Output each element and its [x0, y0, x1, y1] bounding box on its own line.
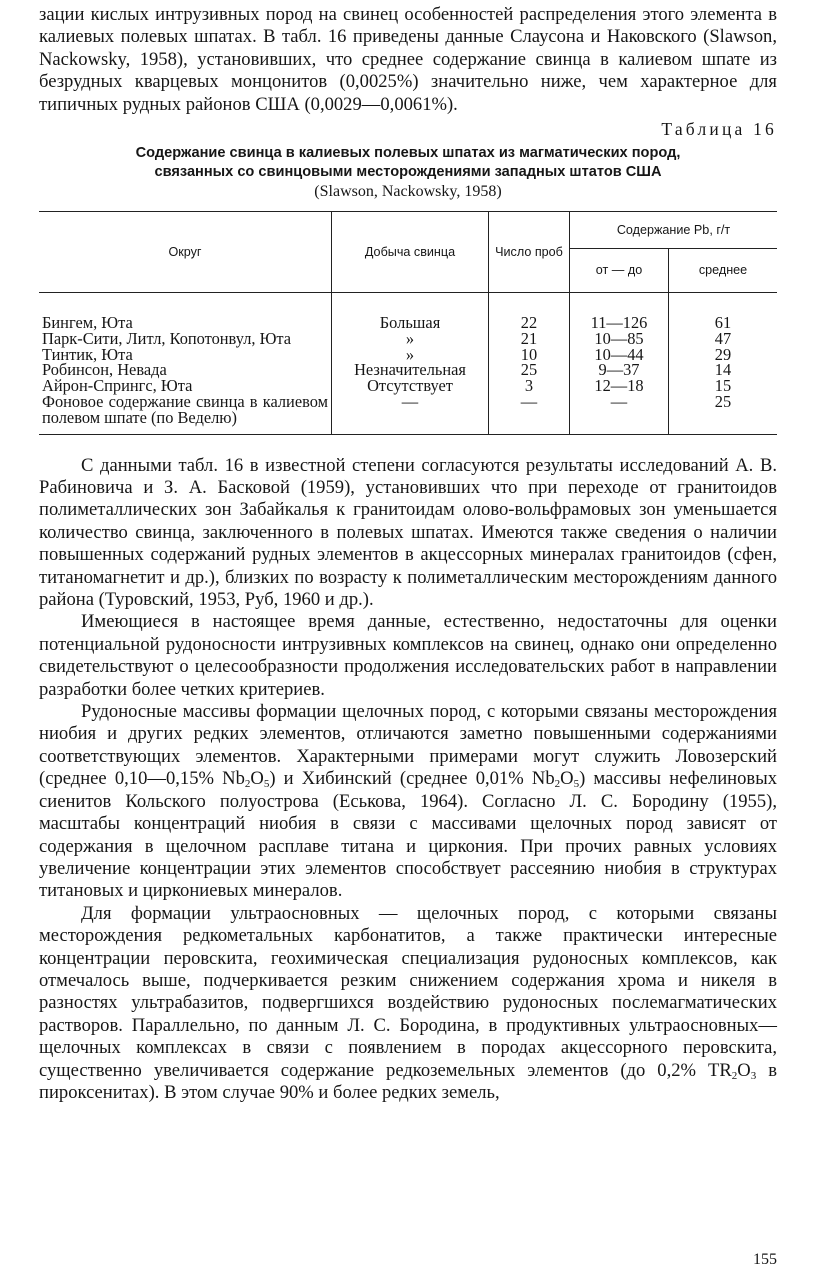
table-caption-line1: Содержание свинца в калиевых полевых шпатах из магматических пород, [135, 145, 681, 162]
text-run: ) и Хибинский (среднее 0,01% Nb [269, 768, 555, 790]
cell-range: 12—18 [570, 378, 669, 394]
text-run: O [737, 1059, 751, 1081]
text-run: Рудоносные массивы формации щелочных пород, с которыми связаны месторождения ниобия и других редких элементов, отличаются заметно повышенными содержаниями соответствующих элементов. Характерными примерами могут служить Ловозерский (среднее 0,10—0,15% Nb [39, 701, 777, 790]
table-row [39, 394, 777, 434]
header-average: среднее [669, 249, 778, 293]
page [39, 4, 777, 1104]
cell-range: 11—126 [570, 293, 669, 331]
cell-mining: » [332, 347, 489, 363]
cell-district: Робинсон, Невада [42, 360, 167, 380]
cell-mining: Отсутствует [332, 378, 489, 394]
cell-district: Тинтик, Юта [42, 344, 133, 364]
body-paragraph-ultramafic [39, 903, 777, 1105]
cell-range: — [570, 394, 669, 434]
body-paragraph: Имеющиеся в настоящее время данные, естественно, недостаточны для оценки потенциальной рудоносности интрузивных комплексов на свинец, однако они определенно свидетельствуют о целесообразности продолжения исследовательских работ в направлении разработки более четких критериев. [39, 611, 777, 700]
header-district: Округ [39, 212, 332, 293]
header-mining: Добыча свинца [332, 212, 489, 293]
cell-average: 47 [669, 331, 778, 347]
text-run: ) массивы нефелиновых сиенитов Кольского полуострова (Еськова, 1964). Согласно Л. С. Бородину (1955), масштабы концентраций ниобия в связи с массивами щелочных пород зависят от содержания в щелочном расплаве титана и циркония. При прочих равных условиях увеличение концентрации этих элементов способствует рассеянию ниобия в структурах титановых и циркониевых минералов. [39, 768, 777, 902]
subscript: 2 [554, 778, 561, 791]
subscript: 3 [750, 1069, 757, 1082]
cell-mining: Большая [332, 293, 489, 331]
header-range: от — до [570, 249, 669, 293]
text-run: Для формации ультраосновных — щелочных пород, с которыми связаны месторождения редкометальных карбонатитов, а также практически интересные концентрации перовскита, геохимическая специализация рудоносных комплексов, как отмечалось выше, подчеркивается резким снижением содержания хрома и никеля в разностях ультрабазитов, подвергшихся воздействию рудоносных послемагматических растворов. Параллельно, по данным Л. С. Бородина, в продуктивных ультраосновных—щелочных комплексах в связи с появлением в породах акцессорного перовскита, существенно увеличивается содержание редкоземельных элементов (до 0,2% TR [39, 902, 777, 1081]
cell-district: Айрон-Спрингс, Юта [42, 376, 193, 396]
subscript: 5 [573, 778, 580, 791]
subscript: 5 [263, 778, 270, 791]
cell-samples: 25 [489, 362, 570, 378]
text-run: O [250, 768, 264, 790]
cell-average: 25 [669, 394, 778, 434]
cell-average: 14 [669, 362, 778, 378]
table-caption-source: (Slawson, Nackowsky, 1958) [314, 183, 502, 201]
intro-paragraph: зации кислых интрузивных пород на свинец особенностей распределения этого элемента в калиевых полевых шпатах. В табл. 16 приведены данные Слаусона и Наковского (Slawson, Nackowsky, 1958), установивших, что среднее содержание свинца в калиевом шпате из безрудных кварцевых монцонитов (0,0025%) значительно ниже, чем характерное для типичных рудных районов США (0,0029—0,0061%). [39, 4, 777, 115]
cell-samples: 21 [489, 331, 570, 347]
cell-district: Бингем, Юта [42, 313, 133, 333]
lead-content-table [39, 211, 777, 435]
cell-average: 15 [669, 378, 778, 394]
subscript: 2 [731, 1069, 738, 1082]
cell-mining: Незначительная [332, 362, 489, 378]
text-run: O [560, 768, 574, 790]
cell-samples: 22 [489, 293, 570, 331]
cell-samples: 10 [489, 347, 570, 363]
table-label: Таблица 16 [661, 119, 777, 140]
header-content: Содержание Pb, г/т [570, 212, 778, 249]
page-number: 155 [753, 1251, 777, 1268]
cell-average: 29 [669, 347, 778, 363]
cell-samples: — [489, 394, 570, 434]
text-run: в пироксенитах). В этом случае 90% и более редких земель, [39, 1059, 777, 1103]
cell-district: Парк-Сити, Литл, Копотонвул, Юта [42, 328, 292, 348]
table-caption-line2: связанных со свинцовыми месторождениями западных штатов США [154, 164, 662, 181]
body-paragraph: С данными табл. 16 в известной степени согласуются результаты исследований А. В. Рабиновича и З. А. Басковой (1959), установивших что при переходе от гранитоидов полиметаллических зон Забайкалья к гранитоидам олово-вольфрамовых зон уменьшается количество свинца, заключенного в полевых шпатах. Имеются также сведения о наличии повышенных содержаний рудных элементов в акцессорных минералах гранитоидов (сфен, титаномагнетит и др.), близких по возрасту к полиметаллическим месторождениям данного района (Туровский, 1953, Руб, 1960 и др.). [39, 454, 777, 611]
cell-range: 10—44 [570, 347, 669, 363]
subscript: 2 [244, 778, 251, 791]
cell-mining: » [332, 331, 489, 347]
cell-mining: — [332, 394, 489, 434]
cell-samples: 3 [489, 378, 570, 394]
table-row [39, 293, 777, 331]
header-samples: Число проб [489, 212, 570, 293]
cell-range: 9—37 [570, 362, 669, 378]
cell-average: 61 [669, 293, 778, 331]
cell-range: 10—85 [570, 331, 669, 347]
cell-district: Фоновое содержание свинца в калиевом полевом шпате (по Веделю) [39, 394, 332, 434]
body-paragraph-niobium [39, 701, 777, 903]
